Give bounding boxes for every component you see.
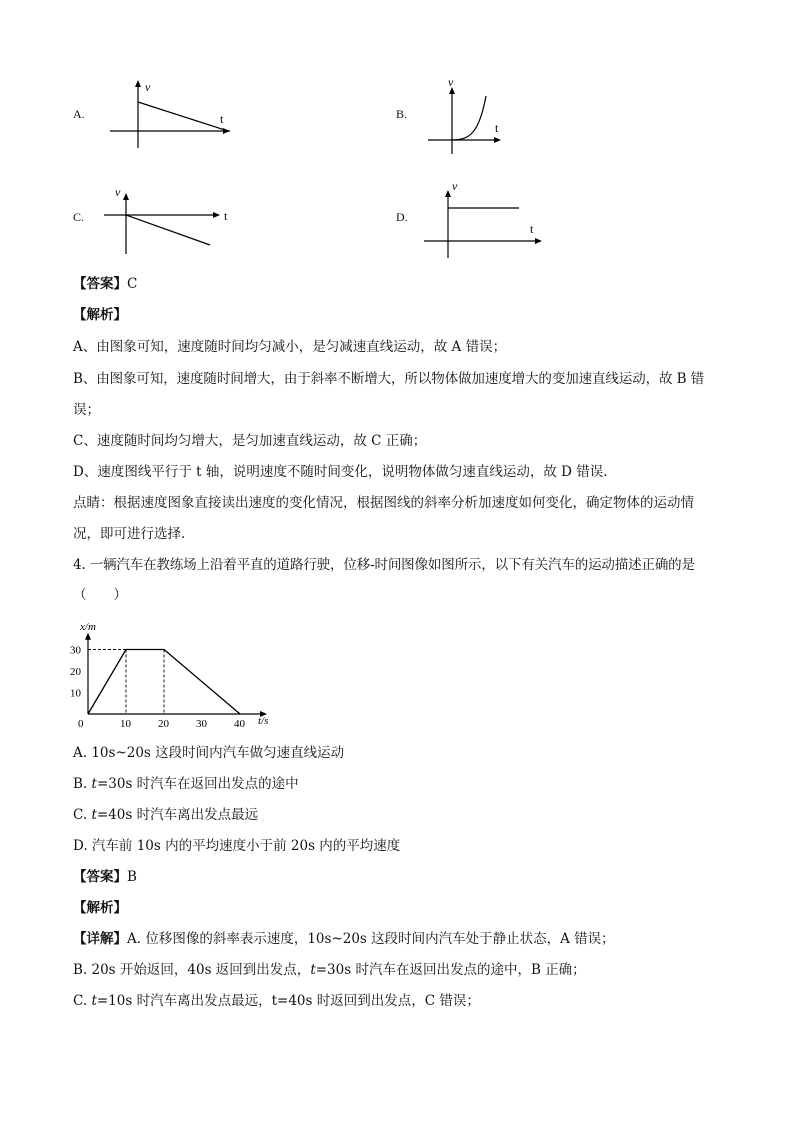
q4-answer (73, 868, 137, 886)
q4-option-a: A. 10s~20s 这段时间内汽车做匀速直线运动 (73, 745, 345, 761)
option-c-label: C. (73, 210, 85, 224)
x-label: t (224, 209, 228, 223)
option-d-label: D. (396, 210, 408, 224)
y-axis-label: x/m (80, 621, 96, 633)
detail-2-var: t (310, 962, 316, 978)
option-b-graph (424, 74, 514, 156)
y-label: v (115, 185, 121, 199)
y-label: v (452, 179, 458, 193)
detail-tag: 【详解】 (73, 931, 127, 947)
x-tick-label: 40 (234, 718, 245, 730)
x-label: t (220, 112, 224, 126)
v-t-curve (452, 96, 486, 140)
q4-stem-line-1: 4. 一辆汽车在教练场上沿着平直的道路行驶，位移-时间图像如图所示，以下有关汽车的运动描述正确的是 (73, 557, 695, 573)
option-c-text: =40s 时汽车离出发点最远 (96, 807, 259, 823)
option-c-var: t (91, 807, 97, 823)
answer-value: C (127, 276, 138, 292)
x-label: t (530, 222, 534, 236)
v-t-line (126, 215, 210, 245)
option-b-var: t (91, 776, 97, 792)
q3-line-4: C、速度随时间均匀增大，是匀加速直线运动，故 C 正确； (73, 433, 427, 449)
y-axis-arrow (123, 193, 129, 200)
y-tick-label: 10 (70, 687, 81, 700)
option-b-prefix: B. (73, 776, 92, 792)
y-label: v (448, 75, 454, 89)
option-b-label: B. (396, 107, 408, 121)
y-label: v (145, 80, 151, 94)
q3-line-6: 点睛：根据速度图象直接读出速度的变化情况，根据图线的斜率分析加速度如何变化，确定物体的运动情 (73, 495, 694, 511)
q3-line-2: B、由图象可知，速度随时间增大，由于斜率不断增大，所以物体做加速度增大的变加速直线运动，故 B 错 (73, 371, 705, 387)
detail-text: A. 位移图像的斜率表示速度，10s~20s 这段时间内汽车处于静止状态，A 错误； (127, 931, 615, 947)
q4-stem-line-2: （ ） (73, 587, 127, 603)
xt-chart (70, 614, 280, 732)
q4-detail-3 (73, 992, 480, 1010)
chart-axes (70, 633, 267, 730)
x-tick-label: 10 (120, 718, 131, 730)
q4-option-b (73, 775, 299, 793)
q3-line-3: 误； (73, 402, 100, 418)
detail-2-text: =30s 时汽车在返回出发点的途中，B 正确； (315, 962, 586, 978)
v-t-line (138, 102, 228, 131)
x-label: t (495, 121, 499, 135)
x-axis-arrow (213, 212, 220, 218)
option-a-label: A. (73, 107, 85, 121)
detail-3-var: t (91, 993, 97, 1009)
x-tick-label: 30 (196, 718, 207, 730)
detail-3-prefix: C. (73, 993, 92, 1009)
y-axis-arrow (135, 80, 141, 87)
q3-line-1: A、由图象可知，速度随时间均匀减小，是匀减速直线运动，故 A 错误； (73, 339, 507, 355)
y-axis-arrow (445, 190, 451, 197)
y-tick-label: 20 (70, 666, 81, 678)
y-tick-label: 30 (70, 644, 81, 657)
option-c-graph (100, 182, 240, 256)
chart-marks (88, 649, 240, 714)
x-tick-label: 20 (158, 718, 169, 730)
answer-tag: 【答案】 (73, 276, 127, 292)
q4-detail-2 (73, 961, 586, 979)
x-axis-label: t/s (258, 715, 269, 727)
q3-line-7: 况，即可进行选择. (73, 526, 186, 542)
option-d-graph (420, 176, 545, 260)
q4-analysis-tag: 【解析】 (73, 900, 127, 916)
q4-option-d: D. 汽车前 10s 内的平均速度小于前 20s 内的平均速度 (73, 838, 401, 854)
detail-3-text: =10s 时汽车离出发点最远，t=40s 时返回到出发点，C 错误； (96, 993, 480, 1009)
option-c-prefix: C. (73, 807, 92, 823)
option-a-graph (108, 76, 238, 152)
detail-2-prefix: B. 20s 开始返回，40s 返回到出发点， (73, 962, 311, 978)
answer-value: B (127, 869, 137, 885)
y-axis-arrow (85, 633, 91, 640)
q3-analysis-tag: 【解析】 (73, 307, 127, 323)
q3-line-5: D、速度图线平行于 t 轴，说明速度不随时间变化，说明物体做匀速直线运动，故 D 错误. (73, 464, 608, 480)
x-tick-label: 0 (78, 718, 84, 730)
q4-option-c (73, 806, 258, 824)
x-axis-arrow (535, 238, 542, 244)
option-b-text: =30s 时汽车在返回出发点的途中 (96, 776, 299, 792)
q3-answer (73, 275, 137, 293)
x-axis-arrow (494, 137, 501, 143)
q4-detail-1 (73, 930, 615, 948)
answer-tag: 【答案】 (73, 869, 127, 885)
